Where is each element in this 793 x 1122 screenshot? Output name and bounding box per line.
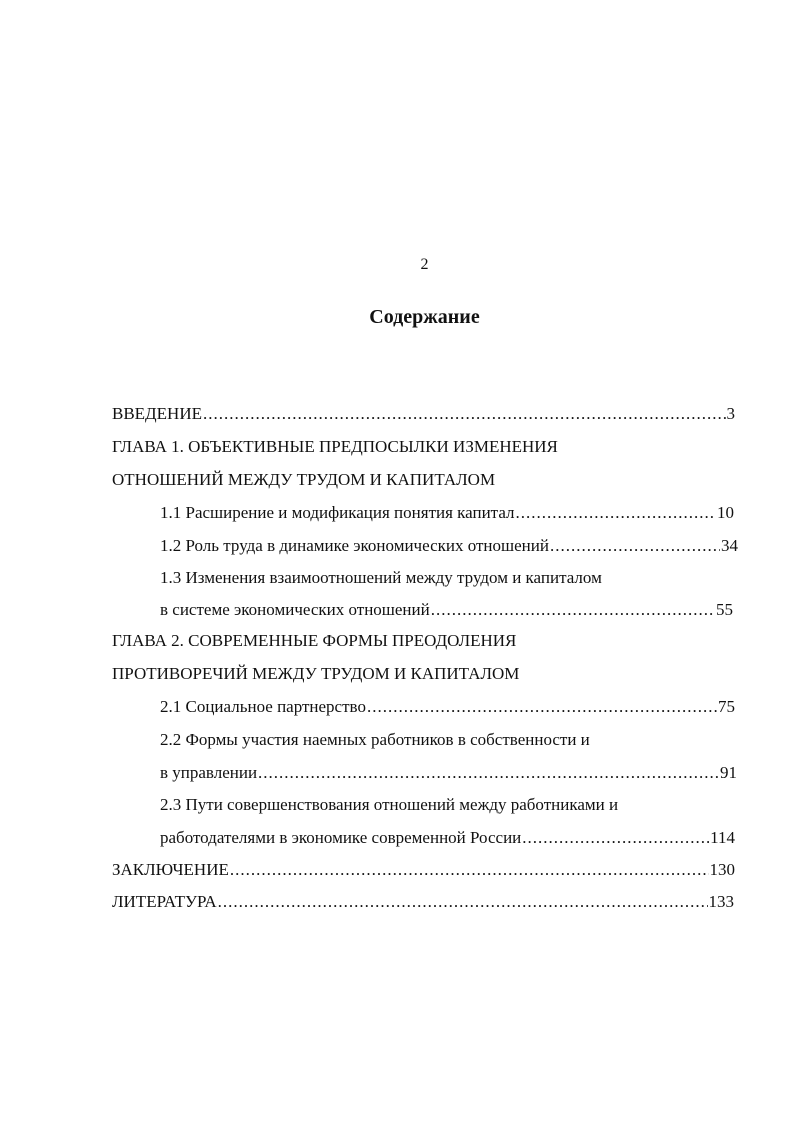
dot-leader [516,502,716,524]
dot-leader [258,762,719,784]
toc-entry-label: в системе экономических отношений [160,600,430,619]
dot-leader [431,599,715,621]
toc-entry-page: 55 [716,600,733,619]
toc-entry-intro [112,403,735,425]
toc-chapter-2-line-2: ПРОТИВОРЕЧИЙ МЕЖДУ ТРУДОМ И КАПИТАЛОМ [112,664,520,683]
dot-leader [550,535,720,557]
dot-leader [218,891,708,913]
toc-entry-2-3-line-1: 2.3 Пути совершенствования отношений между работниками и [160,795,619,814]
toc-entry-label: 1.2 Роль труда в динамике экономических отношений [160,536,549,555]
page-number: 2 [420,256,429,273]
toc-entry-label: ЛИТЕРАТУРА [112,892,217,911]
toc-entry-2-3-line-2 [160,827,735,849]
toc-entry-label: 1.1 Расширение и модификация понятия капитал [160,503,515,522]
toc-entry-1-3-line-2 [160,599,733,621]
toc-chapter-2-line-1: ГЛАВА 2. СОВРЕМЕННЫЕ ФОРМЫ ПРЕОДОЛЕНИЯ [112,631,517,650]
toc-entry-page: 114 [710,828,735,847]
dot-leader [203,403,726,425]
toc-entry-2-2-line-2 [160,762,737,784]
toc-entry-page: 91 [720,763,737,782]
page-title: Содержание [369,306,480,328]
toc-entry-page: 133 [708,892,734,911]
toc-entry-2-2-line-1: 2.2 Формы участия наемных работников в собственности и [160,730,590,749]
toc-entry-label: 2.1 Социальное партнерство [160,697,366,716]
toc-entry-label: в управлении [160,763,258,782]
toc-entry-label: ВВЕДЕНИЕ [112,404,202,423]
toc-entry-literature [112,891,734,913]
toc-entry-page: 3 [726,404,735,423]
toc-entry-label: ЗАКЛЮЧЕНИЕ [112,860,229,879]
toc-entry-page: 10 [717,503,734,522]
dot-leader [230,859,709,881]
dot-leader [367,696,717,718]
toc-entry-1-3-line-1: 1.3 Изменения взаимоотношений между трудом и капиталом [160,568,602,587]
toc-entry-label: работодателями в экономике современной России [160,828,522,847]
toc-entry-1-2 [160,535,738,557]
toc-entry-page: 34 [721,536,738,555]
toc-entry-2-1 [160,696,735,718]
toc-entry-1-1 [160,502,734,524]
dot-leader [522,827,709,849]
toc-chapter-1-line-1: ГЛАВА 1. ОБЪЕКТИВНЫЕ ПРЕДПОСЫЛКИ ИЗМЕНЕНИЯ [112,437,558,456]
toc-chapter-1-line-2: ОТНОШЕНИЙ МЕЖДУ ТРУДОМ И КАПИТАЛОМ [112,470,496,489]
toc-entry-page: 75 [718,697,735,716]
toc-entry-page: 130 [709,860,735,879]
toc-entry-conclusion [112,859,735,881]
